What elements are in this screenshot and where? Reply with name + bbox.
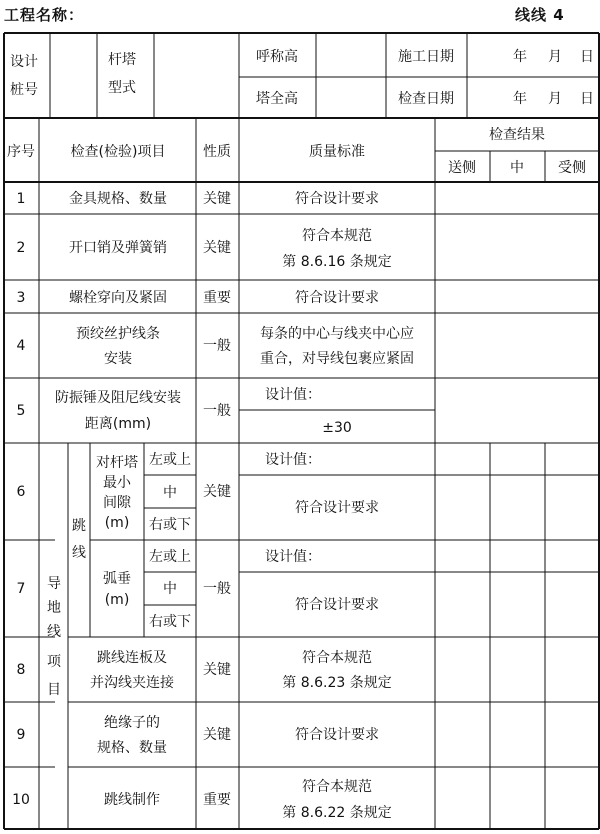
- group-label-jumper: 线: [72, 545, 86, 561]
- row-item: 防振锤及阻尼线安装: [55, 390, 181, 406]
- row-item: 预绞丝护线条: [76, 326, 160, 342]
- row-standard: 第 8.6.23 条规定: [282, 675, 392, 691]
- col-seq-header: 序号: [7, 144, 35, 160]
- row-number: 7: [16, 581, 26, 597]
- row-item: 距离(mm): [84, 416, 152, 432]
- row-standard: 重合，对导线包裹应紧固: [260, 351, 414, 367]
- year-label: 年: [513, 91, 527, 107]
- col-middle-header: 中: [510, 160, 524, 176]
- col-nature-header: 性质: [203, 144, 231, 160]
- row-number: 1: [16, 191, 26, 207]
- col-standard-header: 质量标准: [309, 144, 365, 160]
- row-number: 4: [16, 338, 26, 354]
- day-label: 日: [580, 49, 594, 65]
- group-label-conductor: 地: [47, 600, 61, 616]
- row-item: 规格、数量: [97, 740, 167, 756]
- nominal-height-label: 呼称高: [256, 49, 298, 65]
- col-receive-side-header: 受侧: [558, 160, 586, 176]
- row-nature: 一般: [203, 581, 231, 597]
- month-label: 月: [548, 91, 562, 107]
- row-nature: 一般: [203, 338, 231, 354]
- row-nature: 关键: [203, 484, 231, 500]
- row-standard: 第 8.6.22 条规定: [282, 805, 392, 821]
- inspection-date-label: 检查日期: [398, 91, 454, 107]
- row-standard: 符合设计要求: [295, 191, 379, 207]
- row-nature: 关键: [203, 727, 231, 743]
- row-standard: 符合本规范: [302, 650, 372, 666]
- row-number: 10: [12, 792, 30, 808]
- tower-type-label: 型式: [108, 80, 136, 96]
- row-option: 左或上: [149, 452, 191, 468]
- design-pile-label: 设计: [10, 54, 38, 70]
- row-number: 6: [16, 484, 26, 500]
- group-label-conductor: 导: [47, 576, 61, 592]
- row-sub-item: (m): [104, 515, 130, 531]
- row-item: 绝缘子的: [104, 715, 160, 731]
- group-label-jumper: 跳: [72, 518, 86, 534]
- row-sub-item: 弧垂: [103, 571, 131, 587]
- row-standard: 每条的中心与线夹中心应: [260, 326, 414, 342]
- row-sub-item: 间隙: [103, 495, 131, 511]
- col-send-side-header: 送侧: [448, 160, 476, 176]
- row-standard: 符合设计要求: [295, 727, 379, 743]
- row-nature: 关键: [203, 191, 231, 207]
- row-standard: 符合设计要求: [295, 290, 379, 306]
- col-item-header: 检查(检验)项目: [70, 144, 166, 160]
- form-code: 线线 4: [515, 6, 565, 24]
- row-number: 8: [16, 662, 26, 678]
- row-nature: 关键: [203, 662, 231, 678]
- row-item: 跳线连板及: [97, 650, 167, 666]
- row-number: 2: [16, 240, 26, 256]
- group-label-conductor: 目: [47, 682, 61, 698]
- row-number: 9: [16, 727, 26, 743]
- row-item: 螺栓穿向及紧固: [69, 290, 167, 306]
- year-label: 年: [513, 49, 527, 65]
- row-number: 5: [16, 403, 26, 419]
- design-pile-label: 桩号: [10, 82, 38, 98]
- row-sub-item: 最小: [103, 475, 131, 491]
- day-label: 日: [580, 91, 594, 107]
- col-result-header: 检查结果: [489, 127, 545, 143]
- row-item: 安装: [104, 351, 132, 367]
- row-standard: ±30: [322, 420, 352, 436]
- row-option: 左或上: [149, 549, 191, 565]
- row-standard: 设计值：: [265, 452, 321, 468]
- row-standard: 符合本规范: [302, 779, 372, 795]
- row-sub-item: 对杆塔: [96, 455, 138, 471]
- row-standard: 第 8.6.16 条规定: [282, 254, 392, 270]
- row-standard: 符合设计要求: [295, 500, 379, 516]
- row-option: 中: [163, 485, 177, 501]
- tower-type-label: 杆塔: [108, 52, 136, 68]
- month-label: 月: [548, 49, 562, 65]
- row-nature: 关键: [203, 240, 231, 256]
- row-item: 跳线制作: [104, 792, 160, 808]
- row-nature: 一般: [203, 403, 231, 419]
- row-option: 右或下: [149, 614, 191, 630]
- tower-height-label: 塔全高: [256, 91, 298, 107]
- row-item: 并沟线夹连接: [90, 675, 174, 691]
- row-nature: 重要: [203, 290, 231, 306]
- group-label-conductor: 项: [47, 654, 61, 670]
- row-standard: 设计值：: [265, 387, 321, 403]
- construction-date-label: 施工日期: [398, 49, 454, 65]
- row-option: 中: [163, 581, 177, 597]
- row-number: 3: [16, 290, 26, 306]
- row-item: 开口销及弹簧销: [69, 240, 167, 256]
- row-sub-item: (m): [104, 592, 130, 608]
- row-nature: 重要: [203, 792, 231, 808]
- row-standard: 设计值：: [265, 549, 321, 565]
- row-standard: 符合设计要求: [295, 597, 379, 613]
- group-label-conductor: 线: [47, 624, 61, 640]
- row-standard: 符合本规范: [302, 228, 372, 244]
- row-item: 金具规格、数量: [69, 191, 167, 207]
- project-name-label: 工程名称：: [4, 6, 85, 24]
- row-option: 右或下: [149, 517, 191, 533]
